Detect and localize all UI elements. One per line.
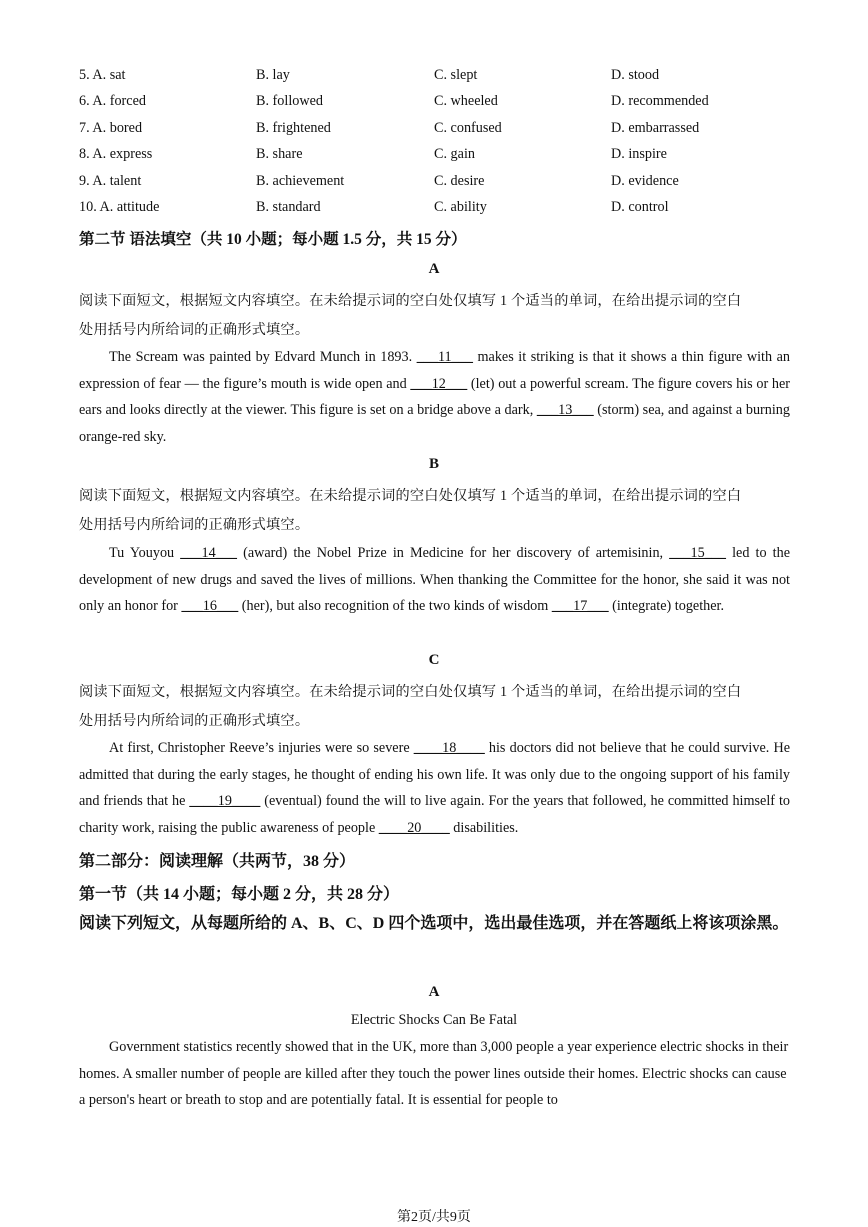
section2-heading: 第二节 语法填空（共 10 小题；每小题 1.5 分，共 15 分） (79, 231, 467, 248)
blank-19: ____19____ (189, 793, 261, 809)
option-6c: C. wheeled (434, 93, 498, 109)
passage-b-segment: (integrate) together. (608, 598, 725, 614)
passage-c-segment: his doctors did not believe that he could survive. He admitted that during the early stages, he thought of ending his own life. It was only due to the ongoing support of his family and friends that he (79, 740, 790, 809)
option-5a: 5. A. sat (79, 67, 126, 83)
part2-heading: 第二部分：阅读理解（共两节，38 分） (79, 853, 356, 870)
blank-15: ___15___ (669, 545, 726, 561)
passage-c-instruction-line2: 处用括号内所给词的正确形式填空。 (79, 713, 310, 729)
option-10c: C. ability (434, 199, 487, 215)
option-8c: C. gain (434, 146, 475, 162)
option-9c: C. desire (434, 173, 485, 189)
passage-a-instruction-line2: 处用括号内所给词的正确形式填空。 (79, 322, 310, 338)
option-7d: D. embarrassed (611, 120, 700, 136)
passage-a-letter: A (428, 261, 440, 277)
blank-14: ___14___ (180, 545, 237, 561)
passage-c-text (79, 735, 790, 841)
option-6d: D. recommended (611, 93, 709, 109)
option-7c: C. confused (434, 120, 502, 136)
blank-12: ___12___ (410, 375, 468, 392)
option-8d: D. inspire (611, 146, 667, 162)
part2-section1-heading: 第一节（共 14 小题；每小题 2 分，共 28 分） (79, 886, 400, 903)
reading-a-letter: A (428, 984, 440, 1000)
passage-b-letter: B (428, 456, 439, 472)
passage-c-segment: (eventual) found the will to live again. For the years that followed, he committed himself to charity work, raising the public awareness of people (79, 793, 790, 836)
option-9a: 9. A. talent (79, 173, 142, 189)
option-9d: D. evidence (611, 173, 679, 189)
passage-b-instruction-line2: 处用括号内所给词的正确形式填空。 (79, 517, 310, 533)
option-8a: 8. A. express (79, 146, 153, 162)
option-10a: 10. A. attitude (79, 199, 160, 215)
passage-c-segment: At first, Christopher Reeve’s injuries were so severe (109, 740, 414, 756)
option-8b: B. share (256, 146, 303, 162)
reading-a-text (79, 1034, 790, 1114)
passage-b-instruction-line1: 阅读下面短文，根据短文内容填空。在未给提示词的空白处仅填写 1 个适当的单词，在给出提示词的空白 (79, 488, 742, 504)
option-6a: 6. A. forced (79, 93, 146, 109)
option-5d: D. stood (611, 67, 660, 83)
option-10b: B. standard (256, 199, 321, 215)
blank-20: ____20____ (378, 819, 450, 836)
option-6b: B. followed (256, 93, 323, 109)
page-number: 第2页/共9页 (397, 1210, 471, 1225)
blank-11: ___11___ (416, 349, 473, 365)
passage-c-letter: C (428, 652, 440, 668)
blank-16: ___16___ (181, 598, 239, 614)
reading-a-title: Electric Shocks Can Be Fatal (350, 1012, 518, 1028)
passage-a-segment: makes it striking is that it shows a thin figure with an expression of fear — the figure’s mouth is wide open and (79, 349, 790, 392)
passage-a-instruction-line1: 阅读下面短文，根据短文内容填空。在未给提示词的空白处仅填写 1 个适当的单词，在给出提示词的空白 (79, 293, 742, 309)
passage-a-text (79, 344, 790, 450)
option-10d: D. control (611, 199, 669, 215)
passage-c-segment: disabilities. (449, 819, 519, 836)
option-5b: B. lay (256, 67, 290, 83)
passage-b-segment: (award) the Nobel Prize in Medicine for her discovery of artemisinin, (237, 545, 670, 561)
blank-13: ___13___ (536, 402, 594, 418)
option-7b: B. frightened (256, 120, 331, 136)
blank-18: ____18____ (413, 740, 485, 756)
option-7a: 7. A. bored (79, 120, 143, 136)
option-9b: B. achievement (256, 173, 345, 189)
option-5c: C. slept (434, 67, 478, 83)
passage-a-segment: (let) out a powerful scream. The figure covers his or her ears and looks directly at the viewer. This figure is set on a bridge above a dark, (79, 375, 791, 418)
passage-c-instruction-line1: 阅读下面短文，根据短文内容填空。在未给提示词的空白处仅填写 1 个适当的单词，在给出提示词的空白 (79, 684, 742, 700)
reading-a-body: Government statistics recently showed that in the UK, more than 3,000 people a year experience electric shocks in their homes. A smaller number of people are killed after they touch the power lines outside their homes. Electric shocks can cause a person's heart or breath to stop and are potentially fatal. It is essential for people to (79, 1039, 789, 1108)
passage-b-segment: Tu Youyou (109, 545, 181, 561)
passage-a-segment: The Scream was painted by Edvard Munch in 1893. (109, 349, 417, 365)
passage-b-segment: led to the development of new drugs and saved the lives of millions. When thanking the Committee for the honor, she said it was not only an honor for (79, 545, 791, 614)
passage-a-segment: (storm) sea, and against a burning orange-red sky. (79, 402, 790, 445)
part2-instruction: 阅读下列短文，从每题所给的 A、B、C、D 四个选项中，选出最佳选项，并在答题纸上将该项涂黑。 (79, 915, 789, 932)
blank-17: ___17___ (551, 598, 609, 614)
passage-b-text (79, 540, 790, 620)
passage-b-segment: (her), but also recognition of the two kinds of wisdom (238, 598, 552, 614)
